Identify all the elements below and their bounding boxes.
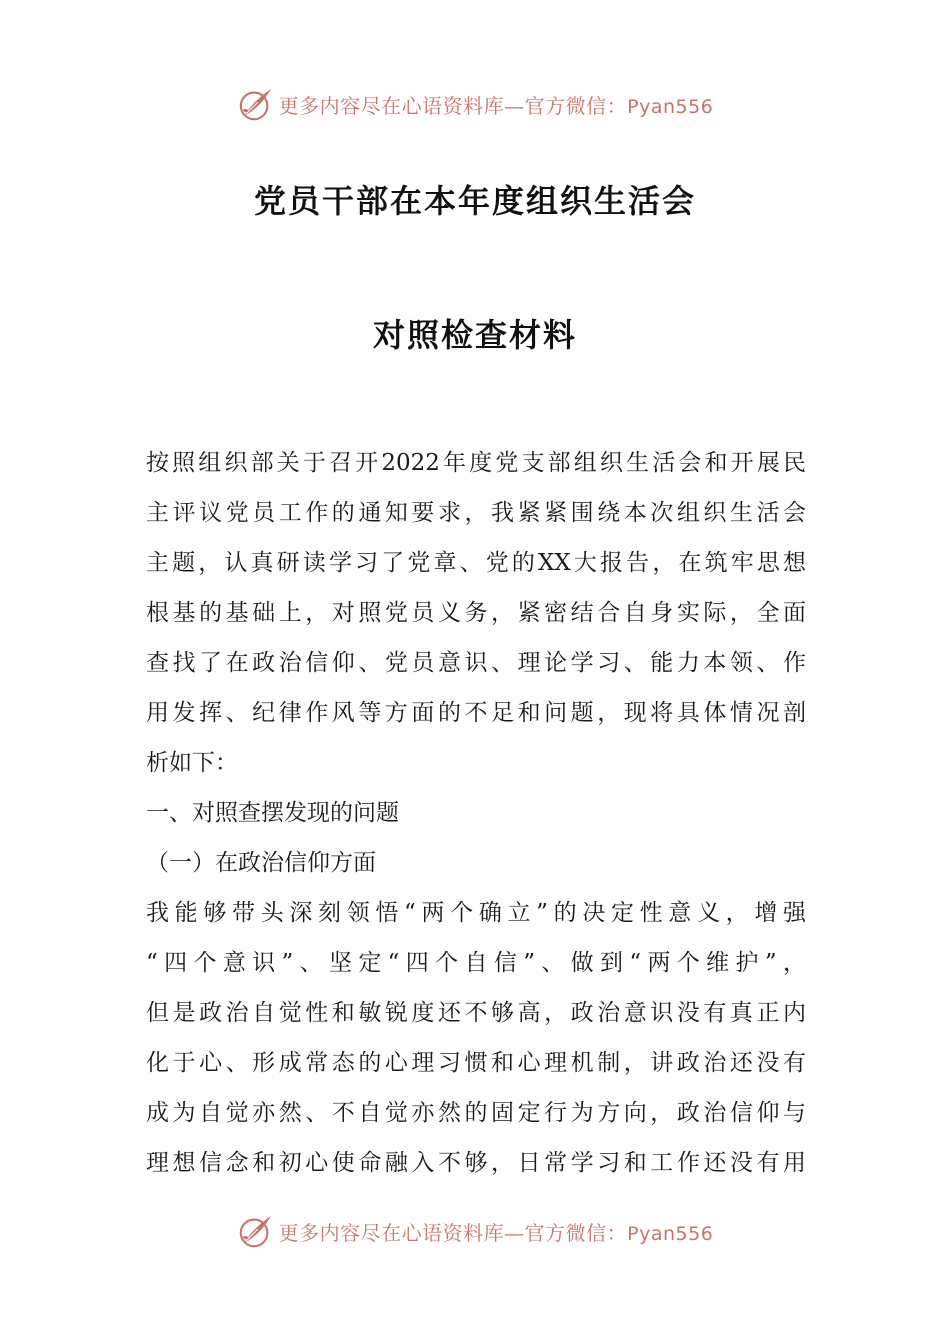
body-line: 但是政治自觉性和敏锐度还不够高，政治意识没有真正内 bbox=[146, 1000, 806, 1026]
body-line: 析如下： bbox=[146, 750, 238, 776]
subsection-heading: （一）在政治信仰方面 bbox=[146, 850, 376, 876]
body-line: 理想信念和初心使命融入不够，日常学习和工作还没有用 bbox=[146, 1150, 806, 1176]
quill-logo-icon bbox=[237, 85, 275, 123]
section-heading: 一、对照查摆发现的问题 bbox=[146, 800, 399, 826]
document-title-line-1: 党员干部在本年度组织生活会 bbox=[253, 182, 696, 220]
body-line: 主题，认真研读学习了党章、党的XX大报告，在筑牢思想 bbox=[146, 550, 806, 576]
watermark-label: 更多内容尽在心语资料库—官方微信： bbox=[278, 93, 628, 118]
body-line: 主评议党员工作的通知要求，我紧紧围绕本次组织生活会 bbox=[146, 500, 806, 526]
quill-logo-icon bbox=[237, 1212, 275, 1250]
body-line: 用发挥、纪律作风等方面的不足和问题，现将具体情况剖 bbox=[146, 700, 806, 726]
footer-watermark bbox=[0, 1211, 950, 1251]
document-title-line-2: 对照检查材料 bbox=[372, 316, 577, 354]
body-line: 化于心、形成常态的心理习惯和心理机制，讲政治还没有 bbox=[146, 1050, 806, 1076]
header-watermark bbox=[0, 84, 950, 124]
body-line: 按照组织部关于召开2022年度党支部组织生活会和开展民 bbox=[146, 450, 806, 476]
watermark-text bbox=[279, 90, 714, 119]
watermark-text bbox=[279, 1217, 714, 1246]
body-line: 成为自觉亦然、不自觉亦然的固定行为方向，政治信仰与 bbox=[146, 1100, 806, 1126]
body-line: 查找了在政治信仰、党员意识、理论学习、能力本领、作 bbox=[146, 650, 806, 676]
wechat-id: Pyan556 bbox=[627, 1222, 714, 1245]
body-line: “四个意识”、坚定“四个自信”、做到“两个维护”， bbox=[146, 950, 806, 976]
watermark-label: 更多内容尽在心语资料库—官方微信： bbox=[278, 1220, 628, 1245]
document-body bbox=[146, 438, 806, 1188]
body-line: 根基的基础上，对照党员义务，紧密结合自身实际，全面 bbox=[146, 600, 806, 626]
wechat-id: Pyan556 bbox=[627, 95, 714, 118]
body-line: 我能够带头深刻领悟“两个确立”的决定性意义，增强 bbox=[146, 900, 806, 926]
